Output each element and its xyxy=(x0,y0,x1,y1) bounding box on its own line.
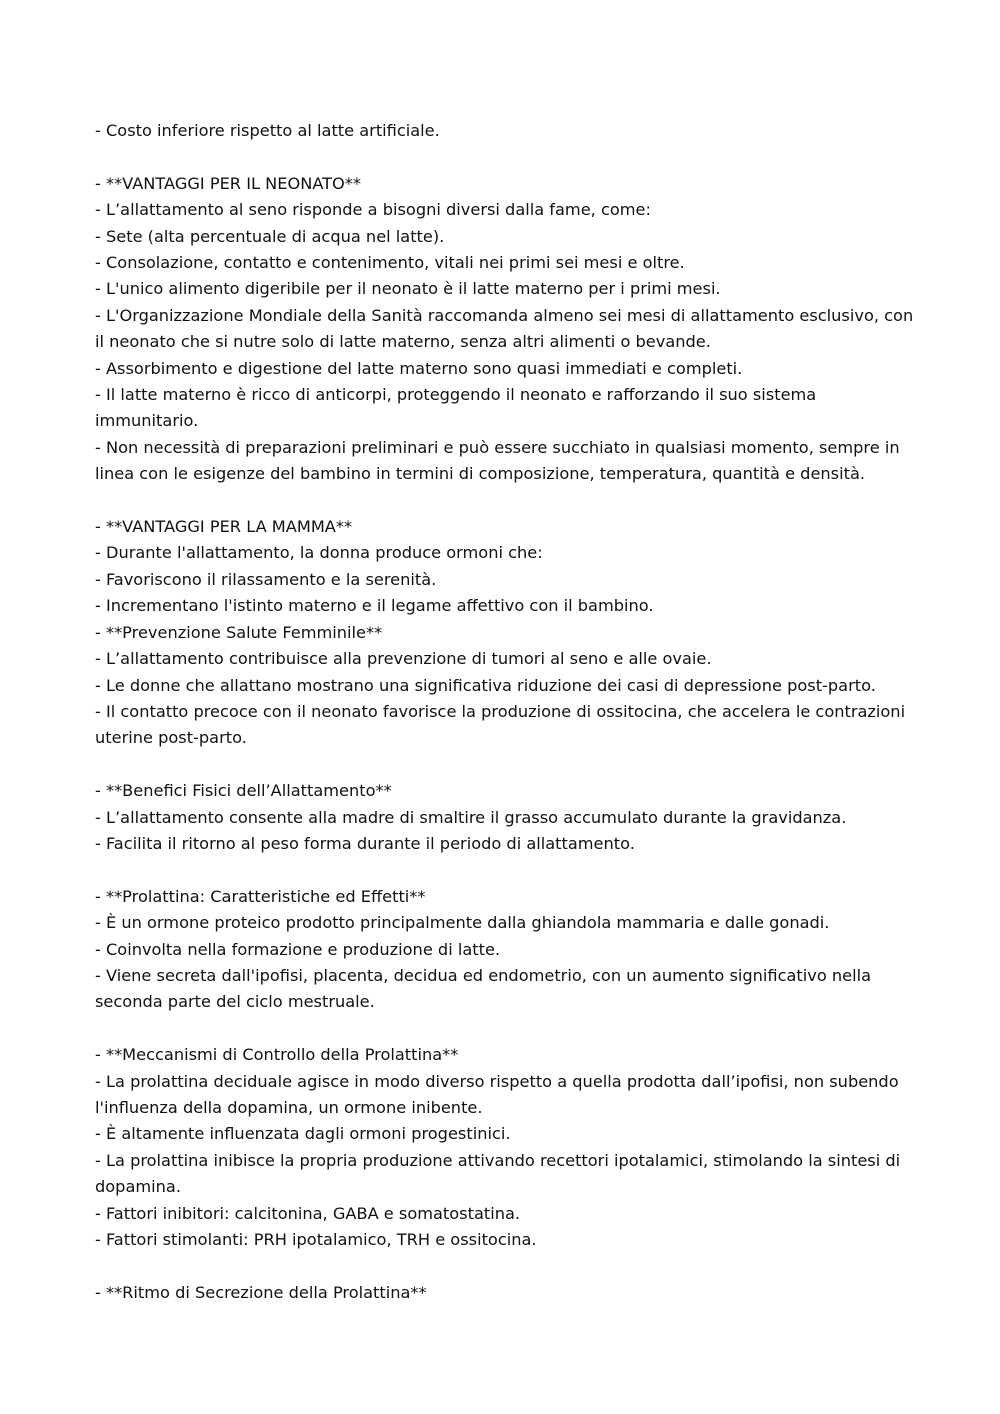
section-heading: - **VANTAGGI PER LA MAMMA** xyxy=(95,517,353,537)
list-item: - L’allattamento consente alla madre di smaltire il grasso accumulato durante la gravidanza. xyxy=(95,807,847,827)
list-item: - Fattori inibitori: calcitonina, GABA e somatostatina. xyxy=(95,1203,521,1223)
section-intro xyxy=(95,118,915,144)
list-item: - L'Organizzazione Mondiale della Sanità raccomanda almeno sei mesi di allattamento esclusivo, con il neonato che si nutre solo di latte materno, senza altri alimenti o bevande. xyxy=(95,305,914,352)
list-item: - Le donne che allattano mostrano una significativa riduzione dei casi di depressione post-parto. xyxy=(95,675,876,695)
list-item: - La prolattina inibisce la propria produzione attivando recettori ipotalamici, stimolando la sintesi di dopamina. xyxy=(95,1150,901,1197)
list-item: - Il latte materno è ricco di anticorpi, proteggendo il neonato e rafforzando il suo sistema immunitario. xyxy=(95,385,817,431)
section-heading: - **VANTAGGI PER IL NEONATO** xyxy=(95,173,361,193)
section-ritmo-secrezione xyxy=(95,1280,915,1306)
list-item: - La prolattina deciduale agisce in modo diverso rispetto a quella prodotta dall’ipofisi, non subendo l'influenza della dopamina, un ormone inibente. xyxy=(95,1071,899,1117)
section-vantaggi-neonato xyxy=(95,171,915,488)
list-item: - Il contatto precoce con il neonato favorisce la produzione di ossitocina, che accelera le contrazioni uterine post-parto. xyxy=(95,701,906,748)
list-item: - L'unico alimento digeribile per il neonato è il latte materno per i primi mesi. xyxy=(95,279,721,299)
list-item: - Fattori stimolanti: PRH ipotalamico, TRH e ossitocina. xyxy=(95,1229,537,1249)
list-item: - L’allattamento contribuisce alla prevenzione di tumori al seno e alle ovaie. xyxy=(95,649,712,669)
section-heading: - **Meccanismi di Controllo della Prolattina** xyxy=(95,1045,459,1065)
list-item: - È altamente influenzata dagli ormoni progestinici. xyxy=(95,1124,511,1144)
section-benefici-fisici xyxy=(95,778,915,857)
list-item: - Sete (alta percentuale di acqua nel latte). xyxy=(95,226,445,246)
document-page xyxy=(95,118,915,1306)
list-item: - Durante l'allattamento, la donna produce ormoni che: xyxy=(95,543,543,563)
list-item: - Viene secreta dall'ipofisi, placenta, decidua ed endometrio, con un aumento significativo nella seconda parte del ciclo mestruale. xyxy=(95,965,872,1012)
list-item: - Assorbimento e digestione del latte materno sono quasi immediati e completi. xyxy=(95,358,743,378)
list-item: - Non necessità di preparazioni preliminari e può essere succhiato in qualsiasi momento, sempre in linea con le esigenze del bambino in termini di composizione, temperatura, quantità e densità. xyxy=(95,437,900,484)
list-item: - Consolazione, contatto e contenimento, vitali nei primi sei mesi e oltre. xyxy=(95,253,685,273)
section-vantaggi-mamma xyxy=(95,514,915,752)
section-heading: - **Ritmo di Secrezione della Prolattina** xyxy=(95,1282,427,1302)
list-item: - Costo inferiore rispetto al latte artificiale. xyxy=(95,121,440,140)
list-item: - Favoriscono il rilassamento e la serenità. xyxy=(95,569,437,589)
section-prolattina xyxy=(95,884,915,1016)
section-heading: - **Prolattina: Caratteristiche ed Effetti** xyxy=(95,886,426,906)
list-item: - L’allattamento al seno risponde a bisogni diversi dalla fame, come: xyxy=(95,200,651,220)
section-heading: - **Benefici Fisici dell’Allattamento** xyxy=(95,781,392,801)
list-item: - Facilita il ritorno al peso forma durante il periodo di allattamento. xyxy=(95,833,635,853)
section-meccanismi-controllo xyxy=(95,1042,915,1253)
list-item: - Incrementano l'istinto materno e il legame affettivo con il bambino. xyxy=(95,596,654,616)
subsection-heading: - **Prevenzione Salute Femminile** xyxy=(95,622,383,642)
list-item: - È un ormone proteico prodotto principalmente dalla ghiandola mammaria e dalle gonadi. xyxy=(95,913,830,933)
list-item: - Coinvolta nella formazione e produzione di latte. xyxy=(95,939,501,959)
